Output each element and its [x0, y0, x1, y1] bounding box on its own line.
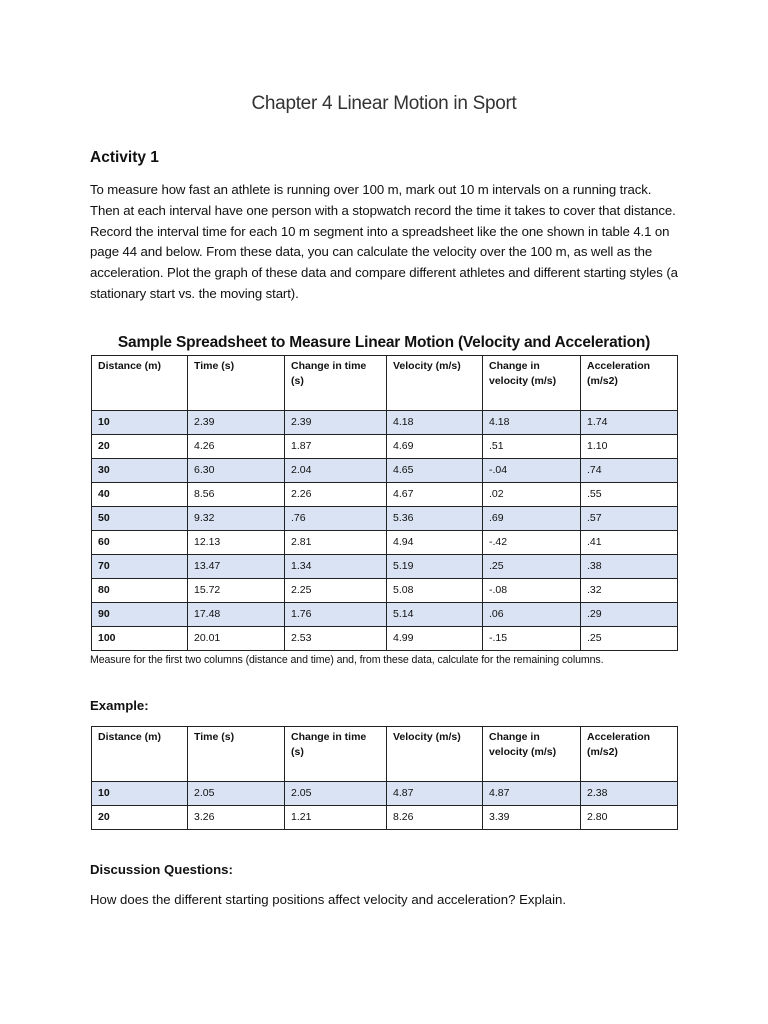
example-table	[91, 726, 678, 830]
distance-cell: 20	[92, 435, 188, 459]
header-distance: Distance (m)	[92, 356, 188, 411]
time-cell: 2.39	[188, 411, 285, 435]
time-cell: 8.56	[188, 483, 285, 507]
velocity-cell: 4.87	[387, 782, 483, 806]
header-change-in-time: Change in time (s)	[285, 727, 387, 782]
velocity-cell: 4.69	[387, 435, 483, 459]
velocity-cell: 4.18	[387, 411, 483, 435]
time-cell: 4.26	[188, 435, 285, 459]
table-row	[92, 627, 678, 651]
header-time: Time (s)	[188, 356, 285, 411]
header-velocity: Velocity (m/s)	[387, 727, 483, 782]
distance-cell: 20	[92, 806, 188, 830]
change-in-time-cell: 1.34	[285, 555, 387, 579]
velocity-cell: 4.94	[387, 531, 483, 555]
table-row	[92, 531, 678, 555]
table-row	[92, 459, 678, 483]
acceleration-cell: .41	[581, 531, 678, 555]
change-in-time-cell: 2.26	[285, 483, 387, 507]
acceleration-cell: 1.74	[581, 411, 678, 435]
velocity-cell: 4.65	[387, 459, 483, 483]
time-cell: 13.47	[188, 555, 285, 579]
header-change-in-velocity: Change in velocity (m/s)	[483, 727, 581, 782]
acceleration-cell: .55	[581, 483, 678, 507]
table-row	[92, 603, 678, 627]
distance-cell: 10	[92, 782, 188, 806]
table-row	[92, 483, 678, 507]
time-cell: 6.30	[188, 459, 285, 483]
table-row	[92, 411, 678, 435]
distance-cell: 40	[92, 483, 188, 507]
velocity-cell: 4.99	[387, 627, 483, 651]
change-in-time-cell: 2.05	[285, 782, 387, 806]
change-in-velocity-cell: 4.87	[483, 782, 581, 806]
change-in-time-cell: .76	[285, 507, 387, 531]
change-in-velocity-cell: .02	[483, 483, 581, 507]
time-cell: 15.72	[188, 579, 285, 603]
velocity-cell: 5.19	[387, 555, 483, 579]
distance-cell: 30	[92, 459, 188, 483]
velocity-cell: 5.08	[387, 579, 483, 603]
time-cell: 2.05	[188, 782, 285, 806]
distance-cell: 60	[92, 531, 188, 555]
change-in-time-cell: 2.39	[285, 411, 387, 435]
table-row	[92, 507, 678, 531]
change-in-velocity-cell: .51	[483, 435, 581, 459]
time-cell: 20.01	[188, 627, 285, 651]
discussion-question: How does the different starting positions affect velocity and acceleration? Explain.	[90, 892, 567, 907]
change-in-time-cell: 2.04	[285, 459, 387, 483]
change-in-velocity-cell: 3.39	[483, 806, 581, 830]
acceleration-cell: 2.80	[581, 806, 678, 830]
table-row	[92, 782, 678, 806]
header-time: Time (s)	[188, 727, 285, 782]
time-cell: 3.26	[188, 806, 285, 830]
distance-cell: 100	[92, 627, 188, 651]
intro-paragraph: To measure how fast an athlete is running over 100 m, mark out 10 m intervals on a running track. Then at each interval have one person with a stopwatch record the time it takes to cover that distance. Record the interval time for each 10 m segment into a spreadsheet like the one shown in table 4.1 on page 44 and below. From these data, you can calculate the velocity over the 100 m, as well as the acceleration. Plot the graph of these data and compare different athletes and different starting styles (a stationary start vs. the moving start).	[90, 182, 678, 301]
change-in-velocity-cell: -.42	[483, 531, 581, 555]
distance-cell: 70	[92, 555, 188, 579]
activity-heading: Activity 1	[90, 149, 159, 166]
velocity-cell: 8.26	[387, 806, 483, 830]
acceleration-cell: .74	[581, 459, 678, 483]
change-in-velocity-cell: -.08	[483, 579, 581, 603]
table-note: Measure for the first two columns (distance and time) and, from these data, calculate for the remaining columns.	[90, 654, 604, 666]
time-cell: 12.13	[188, 531, 285, 555]
change-in-time-cell: 2.25	[285, 579, 387, 603]
table-header-row	[92, 356, 678, 411]
change-in-velocity-cell: 4.18	[483, 411, 581, 435]
header-change-in-velocity: Change in velocity (m/s)	[483, 356, 581, 411]
time-cell: 17.48	[188, 603, 285, 627]
acceleration-cell: .32	[581, 579, 678, 603]
change-in-velocity-cell: .06	[483, 603, 581, 627]
change-in-time-cell: 1.21	[285, 806, 387, 830]
distance-cell: 80	[92, 579, 188, 603]
distance-cell: 90	[92, 603, 188, 627]
spreadsheet-title: Sample Spreadsheet to Measure Linear Motion (Velocity and Acceleration)	[117, 334, 651, 351]
distance-cell: 50	[92, 507, 188, 531]
page-title: Chapter 4 Linear Motion in Sport	[251, 93, 517, 114]
change-in-time-cell: 1.87	[285, 435, 387, 459]
acceleration-cell: .38	[581, 555, 678, 579]
change-in-time-cell: 2.53	[285, 627, 387, 651]
velocity-cell: 5.14	[387, 603, 483, 627]
header-velocity: Velocity (m/s)	[387, 356, 483, 411]
example-heading: Example:	[90, 698, 149, 713]
table-row	[92, 555, 678, 579]
header-acceleration: Acceleration (m/s2)	[581, 356, 678, 411]
change-in-velocity-cell: .25	[483, 555, 581, 579]
acceleration-cell: .25	[581, 627, 678, 651]
table-header-row	[92, 727, 678, 782]
acceleration-cell: 2.38	[581, 782, 678, 806]
header-acceleration: Acceleration (m/s2)	[581, 727, 678, 782]
spreadsheet-table-body	[92, 411, 678, 651]
table-row	[92, 806, 678, 830]
velocity-cell: 5.36	[387, 507, 483, 531]
acceleration-cell: .57	[581, 507, 678, 531]
header-change-in-time: Change in time (s)	[285, 356, 387, 411]
example-table-body	[92, 782, 678, 830]
discussion-heading: Discussion Questions:	[90, 862, 233, 877]
time-cell: 9.32	[188, 507, 285, 531]
change-in-velocity-cell: -.04	[483, 459, 581, 483]
velocity-cell: 4.67	[387, 483, 483, 507]
acceleration-cell: .29	[581, 603, 678, 627]
change-in-velocity-cell: .69	[483, 507, 581, 531]
change-in-velocity-cell: -.15	[483, 627, 581, 651]
spreadsheet-table	[91, 355, 678, 651]
acceleration-cell: 1.10	[581, 435, 678, 459]
table-row	[92, 435, 678, 459]
distance-cell: 10	[92, 411, 188, 435]
table-row	[92, 579, 678, 603]
change-in-time-cell: 2.81	[285, 531, 387, 555]
change-in-time-cell: 1.76	[285, 603, 387, 627]
header-distance: Distance (m)	[92, 727, 188, 782]
